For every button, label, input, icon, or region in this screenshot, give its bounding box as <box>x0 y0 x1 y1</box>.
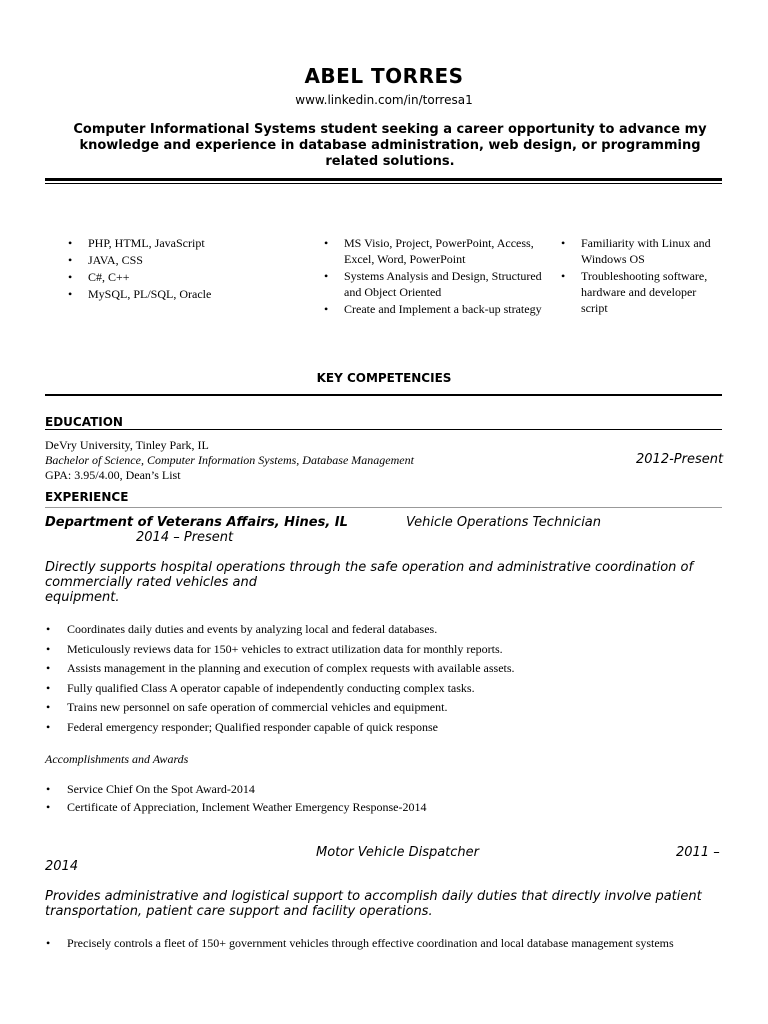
skill-item: • PHP, HTML, JavaScript <box>66 235 286 251</box>
award-item: • Service Chief On the Spot Award-2014 <box>45 780 725 798</box>
job1-bullets <box>45 620 725 737</box>
education-degree: Bachelor of Science, Computer Information Systems, Database Management <box>45 453 414 467</box>
skill-item: • Familiarity with Linux and Windows OS <box>559 235 724 267</box>
list-item: • Assists management in the planning and execution of complex requests with available assets. <box>45 659 725 679</box>
competencies-divider <box>45 394 722 396</box>
job2-description <box>45 889 725 919</box>
experience-heading: EXPERIENCE <box>45 490 129 504</box>
accomplishments-heading: Accomplishments and Awards <box>45 752 189 766</box>
education-school: DeVry University, Tinley Park, IL <box>45 438 209 452</box>
key-competencies-heading: KEY COMPETENCIES <box>316 371 452 385</box>
experience-divider <box>45 507 722 508</box>
skill-item: • Create and Implement a back-up strategy <box>322 301 552 317</box>
header-divider-thick <box>45 178 722 181</box>
education-dates: 2012-Present <box>636 452 724 467</box>
skill-item: • MySQL, PL/SQL, Oracle <box>66 286 286 302</box>
skills-column-3 <box>559 235 724 317</box>
skill-item: • C#, C++ <box>66 269 286 285</box>
awards-list <box>45 780 725 816</box>
job1-dates: 2014 – Present <box>136 530 234 545</box>
job2-dates-start: 2011 – <box>676 845 720 860</box>
list-item: • Fully qualified Class A operator capable of independently conducting complex tasks. <box>45 679 725 699</box>
header-divider-thin <box>45 183 722 184</box>
list-item: • Federal emergency responder; Qualified responder capable of quick response <box>45 718 725 738</box>
job2-dates-end: 2014 <box>45 859 79 874</box>
skills-column-2 <box>322 235 552 318</box>
job1-organization: Department of Veterans Affairs, Hines, IL <box>45 515 348 530</box>
education-gpa: GPA: 3.95/4.00, Dean’s List <box>45 468 181 482</box>
skill-item: • Systems Analysis and Design, Structured and Object Oriented <box>322 268 552 300</box>
career-summary: Computer Informational Systems student seeking a career opportunity to advance my knowledge and experience in database administration, web design, or programming related solutions. <box>73 122 707 169</box>
list-item: • Precisely controls a fleet of 150+ government vehicles through effective coordination and local database management systems <box>45 934 735 954</box>
job2-bullets <box>45 934 735 954</box>
job1-description-line: equipment. <box>45 590 120 605</box>
skill-item: • JAVA, CSS <box>66 252 286 268</box>
linkedin-url[interactable]: www.linkedin.com/in/torresa1 <box>295 93 473 107</box>
list-item: • Coordinates daily duties and events by analyzing local and federal databases. <box>45 620 725 640</box>
candidate-name: ABEL TORRES <box>304 64 464 88</box>
job1-role: Vehicle Operations Technician <box>406 515 602 530</box>
skills-column-1 <box>66 235 286 303</box>
education-heading: EDUCATION <box>45 415 123 429</box>
job1-description <box>45 560 725 605</box>
list-item: • Meticulously reviews data for 150+ vehicles to extract utilization data for monthly reports. <box>45 640 725 660</box>
job2-description-line: Provides administrative and logistical support to accomplish daily duties that directly involve patient <box>45 889 702 904</box>
education-divider <box>45 429 722 430</box>
job1-description-line: Directly supports hospital operations through the safe operation and administrative coordination of <box>45 560 694 575</box>
job2-role: Motor Vehicle Dispatcher <box>316 845 480 860</box>
job1-description-line: commercially rated vehicles and <box>45 575 257 590</box>
skill-item: • Troubleshooting software, hardware and developer script <box>559 268 724 316</box>
list-item: • Trains new personnel on safe operation of commercial vehicles and equipment. <box>45 698 725 718</box>
skill-item: • MS Visio, Project, PowerPoint, Access, Excel, Word, PowerPoint <box>322 235 552 267</box>
job2-description-line: transportation, patient care support and facility operations. <box>45 904 433 919</box>
award-item: • Certificate of Appreciation, Inclement Weather Emergency Response-2014 <box>45 798 725 816</box>
